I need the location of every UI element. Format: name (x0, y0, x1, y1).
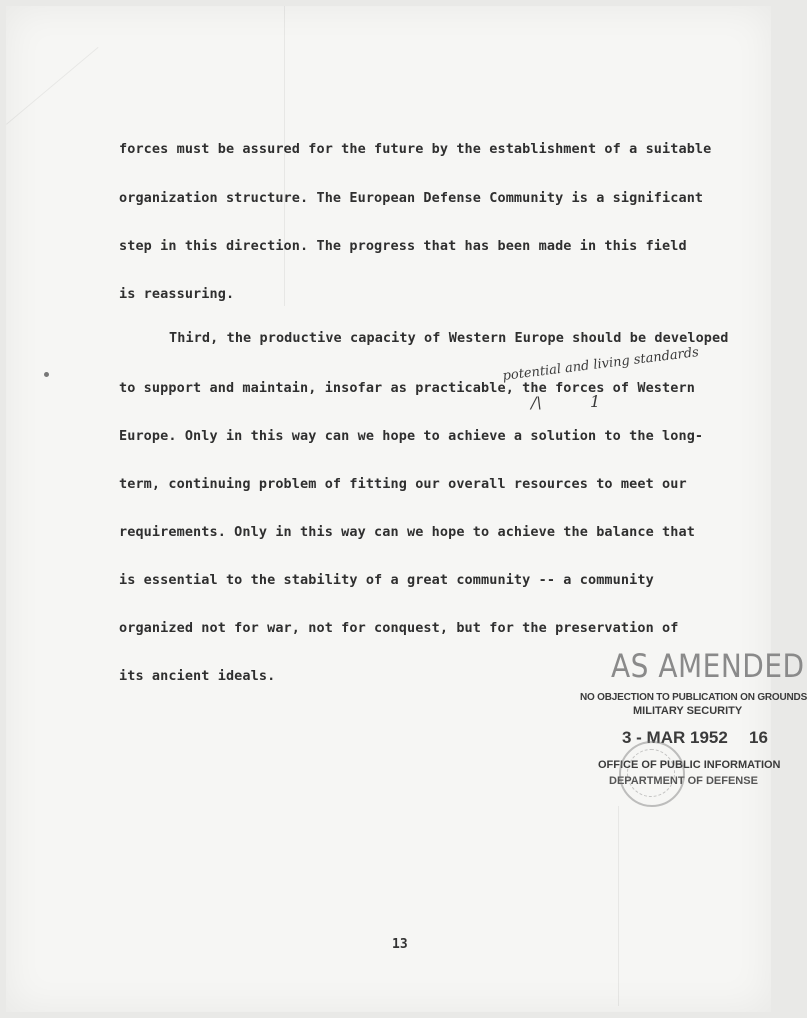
text-line: is reassuring. (119, 286, 235, 302)
paper-crease (6, 47, 99, 125)
handwritten-insertion: potential and living standards (501, 345, 700, 384)
clearance-stamp-line: NO OBJECTION TO PUBLICATION ON GROUNDS (580, 692, 807, 703)
amended-stamp: AS AMENDED (611, 647, 805, 685)
text-line: organization structure. The European Defense Community is a significant (119, 190, 704, 206)
insertion-caret: 1 (590, 392, 601, 411)
text-line: requirements. Only in this way can we hope to achieve the balance that (119, 524, 695, 540)
page-number: 13 (392, 937, 408, 952)
seal-stamp (619, 741, 685, 807)
document-page (6, 6, 807, 1012)
stamp-date: 3 - MAR 1952 (622, 728, 728, 747)
insertion-caret: /\ (531, 393, 542, 412)
punch-mark (44, 372, 49, 377)
text-line: is essential to the stability of a great community -- a community (119, 572, 654, 588)
office-stamp-line: DEPARTMENT OF DEFENSE (609, 775, 758, 787)
text-line: to support and maintain, insofar as practicable, the forces of Western (119, 380, 695, 396)
office-stamp-line: OFFICE OF PUBLIC INFORMATION (598, 759, 781, 771)
text-line: forces must be assured for the future by the establishment of a suitable (119, 141, 712, 157)
text-line: its ancient ideals. (119, 668, 276, 684)
text-line: Third, the productive capacity of Western Europe should be developed (169, 330, 729, 346)
clearance-stamp-line: MILITARY SECURITY (633, 705, 743, 717)
stamp-time: 16 (749, 728, 768, 747)
text-line: step in this direction. The progress that has been made in this field (119, 238, 687, 254)
paper-crease (618, 806, 619, 1006)
text-line: Europe. Only in this way can we hope to achieve a solution to the long- (119, 428, 704, 444)
text-line: term, continuing problem of fitting our overall resources to meet our (119, 476, 687, 492)
text-line: organized not for war, not for conquest, but for the preservation of (119, 620, 679, 636)
